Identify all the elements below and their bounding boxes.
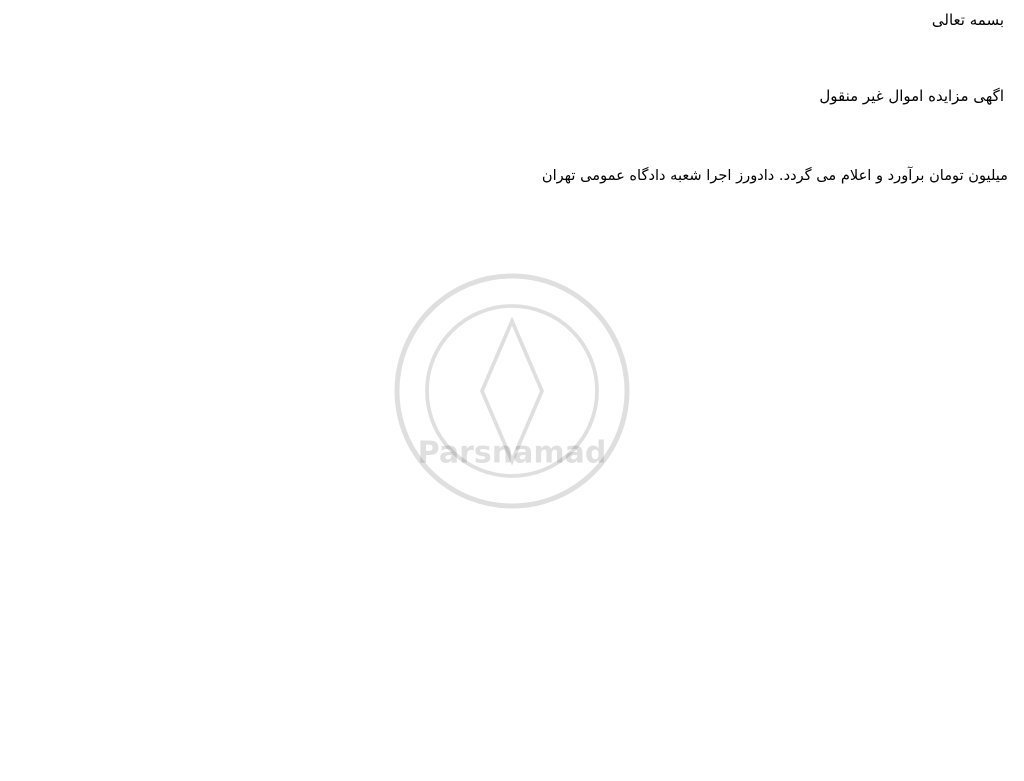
document-title: اگهی مزایده اموال غیر منقول [819, 87, 1004, 105]
notice-body [16, 166, 1008, 185]
document-heading: بسمه تعالی [931, 11, 1004, 29]
watermark-label: Parsnamad [417, 435, 607, 471]
notice-closing-line: میلیون تومان برآورد و اعلام می گردد. دادورز اجرا شعبه دادگاه عمومی تهران [541, 167, 1008, 184]
